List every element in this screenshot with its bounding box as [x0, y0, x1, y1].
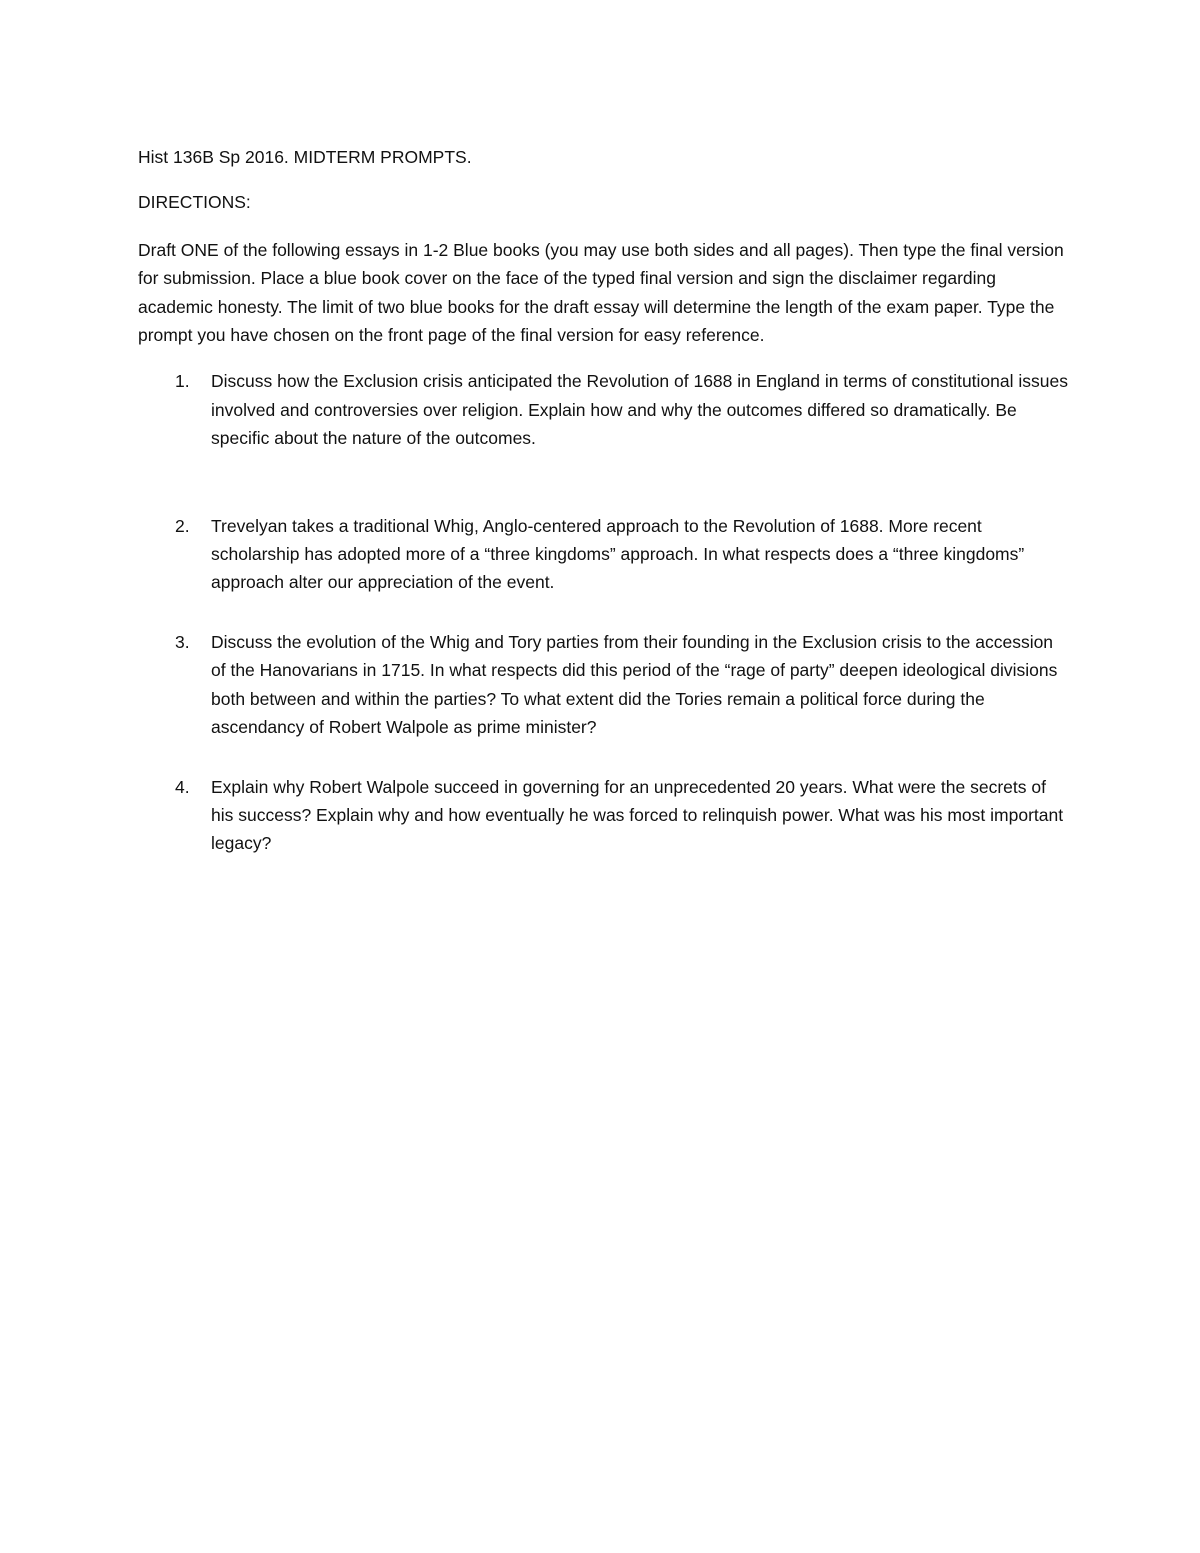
prompt-text: Explain why Robert Walpole succeed in governing for an unprecedented 20 years. What were the secrets of his success? Explain why and how eventually he was forced to relinquish power. What was his most important legacy? [211, 776, 1064, 854]
prompt-item [138, 628, 1068, 742]
prompt-text: Discuss how the Exclusion crisis anticipated the Revolution of 1688 in England in terms of constitutional issues involved and controversies over religion. Explain how and why the outcomes differed so dramatically. Be specific about the nature of the outcomes. [211, 371, 1068, 449]
prompt-list [138, 367, 1068, 857]
document-body [138, 143, 1068, 858]
prompt-text: Discuss the evolution of the Whig and Tory parties from their founding in the Exclusion crisis to the accession of the Hanovarians in 1715. In what respects did this period of the “rage of party” deepen ideological divisions both between and within the parties? To what extent did the Tories remain a political force during the ascendancy of Robert Walpole as prime minister? [211, 631, 1058, 738]
prompt-item [138, 512, 1068, 597]
prompt-number: 1. [175, 371, 190, 392]
directions-heading: DIRECTIONS: [138, 192, 251, 213]
prompt-item [138, 773, 1068, 858]
prompt-item [138, 367, 1068, 452]
prompt-number: 3. [175, 631, 190, 652]
directions-paragraph: Draft ONE of the following essays in 1-2 Blue books (you may use both sides and all pages). Then type the final version for submission. Place a blue book cover on the face of the typed final version and sign the disclaimer regarding academic honesty. The limit of two blue books for the draft essay will determine the length of the exam paper. Type the prompt you have chosen on the front page of the final version for easy reference. [138, 239, 1064, 346]
prompt-text: Trevelyan takes a traditional Whig, Anglo-centered approach to the Revolution of 1688. More recent scholarship has adopted more of a “three kingdoms” approach. In what respects does a “three kingdoms” approach alter our appreciation of the event. [211, 515, 1025, 593]
prompt-number: 2. [175, 515, 190, 536]
prompt-number: 4. [175, 776, 190, 797]
document-title: Hist 136B Sp 2016. MIDTERM PROMPTS. [138, 147, 472, 167]
